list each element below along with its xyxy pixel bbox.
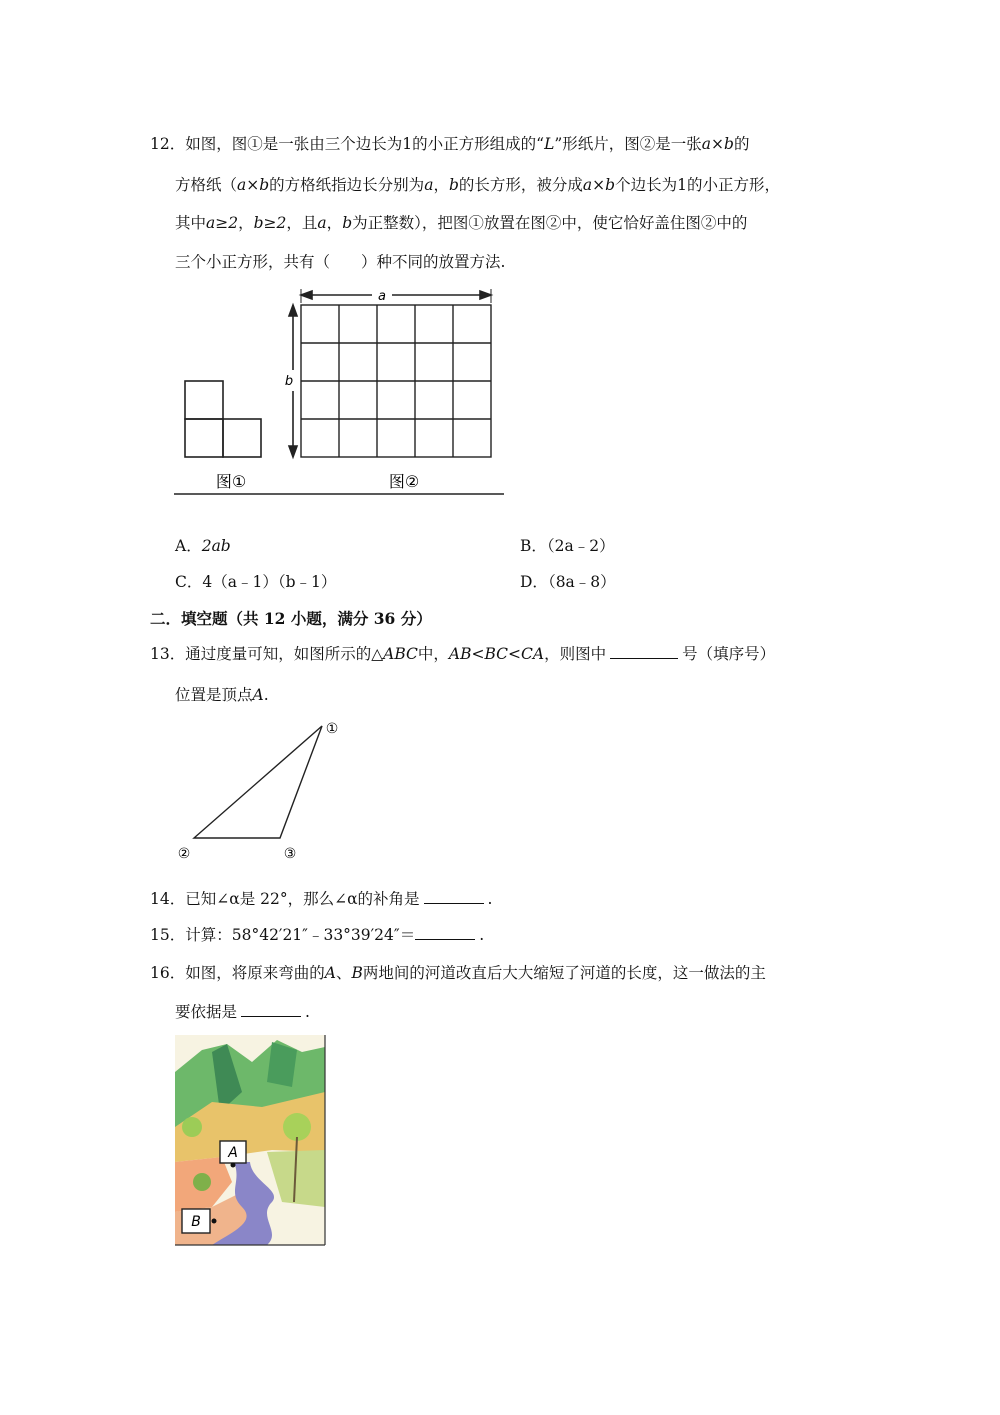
q16-line-1: 16．如图，将原来弯曲的A、B两地间的河道改直后大大缩短了河道的长度，这一做法的主	[150, 964, 766, 982]
q13-line-1: 13．通过度量可知，如图所示的△ABC中，AB<BC<CA，则图中 号（填序号）	[150, 645, 776, 663]
fig2-label: 图②	[388, 472, 420, 491]
q12-line-4: 三个小正方形，共有（ ）种不同的放置方法.	[175, 253, 506, 271]
label-a: A	[228, 1145, 238, 1161]
q14-line: 14．已知∠α是 22°，那么∠α的补角是 .	[150, 890, 493, 908]
dimension-a-arrow	[301, 289, 491, 303]
label-b: B	[191, 1214, 201, 1230]
q15-answer-blank[interactable]	[415, 925, 475, 940]
point-label-1: ①	[325, 721, 339, 737]
fig1-label: 图①	[215, 472, 247, 491]
section-2-heading: 二．填空题（共 12 小题，满分 36 分）	[150, 609, 432, 628]
q12-line-3: 其中a≥2，b≥2，且a，b为正整数），把图①放置在图②中，使它恰好盖住图②中的	[175, 214, 748, 232]
q12-line-2: 方格纸（a×b的方格纸指边长分别为a，b的长方形，被分成a×b个边长为1的小正方形，	[175, 176, 780, 194]
option-a: A．2ab	[175, 537, 231, 555]
option-b: B．（2a﹣2）	[520, 537, 615, 555]
q13-line-2: 位置是顶点A.	[175, 686, 269, 704]
dim-b-label: b	[284, 374, 294, 389]
q13-answer-blank[interactable]	[610, 644, 678, 659]
option-c: C．4（a﹣1）（b﹣1）	[175, 573, 337, 591]
q16-line-2: 要依据是 .	[175, 1003, 310, 1021]
q13-triangle-figure	[172, 714, 347, 866]
point-a	[231, 1163, 236, 1168]
point-b	[212, 1219, 217, 1224]
point-label-2: ②	[177, 846, 191, 862]
dim-a-label: a	[378, 289, 386, 304]
q15-line: 15．计算：58°42′21″﹣33°39′24″＝ .	[150, 926, 485, 944]
q12-figure	[172, 285, 507, 497]
l-shape-figure	[185, 381, 261, 457]
point-label-3: ③	[283, 846, 297, 862]
q16-answer-blank[interactable]	[241, 1002, 301, 1017]
grid-figure	[301, 305, 491, 457]
q12-line-1: 12．如图，图①是一张由三个边长为1的小正方形组成的“L”形纸片，图②是一张a×b的	[150, 135, 750, 153]
q14-answer-blank[interactable]	[424, 889, 484, 904]
option-d: D．（8a﹣8）	[520, 573, 616, 591]
q16-landscape-figure	[172, 1032, 330, 1250]
